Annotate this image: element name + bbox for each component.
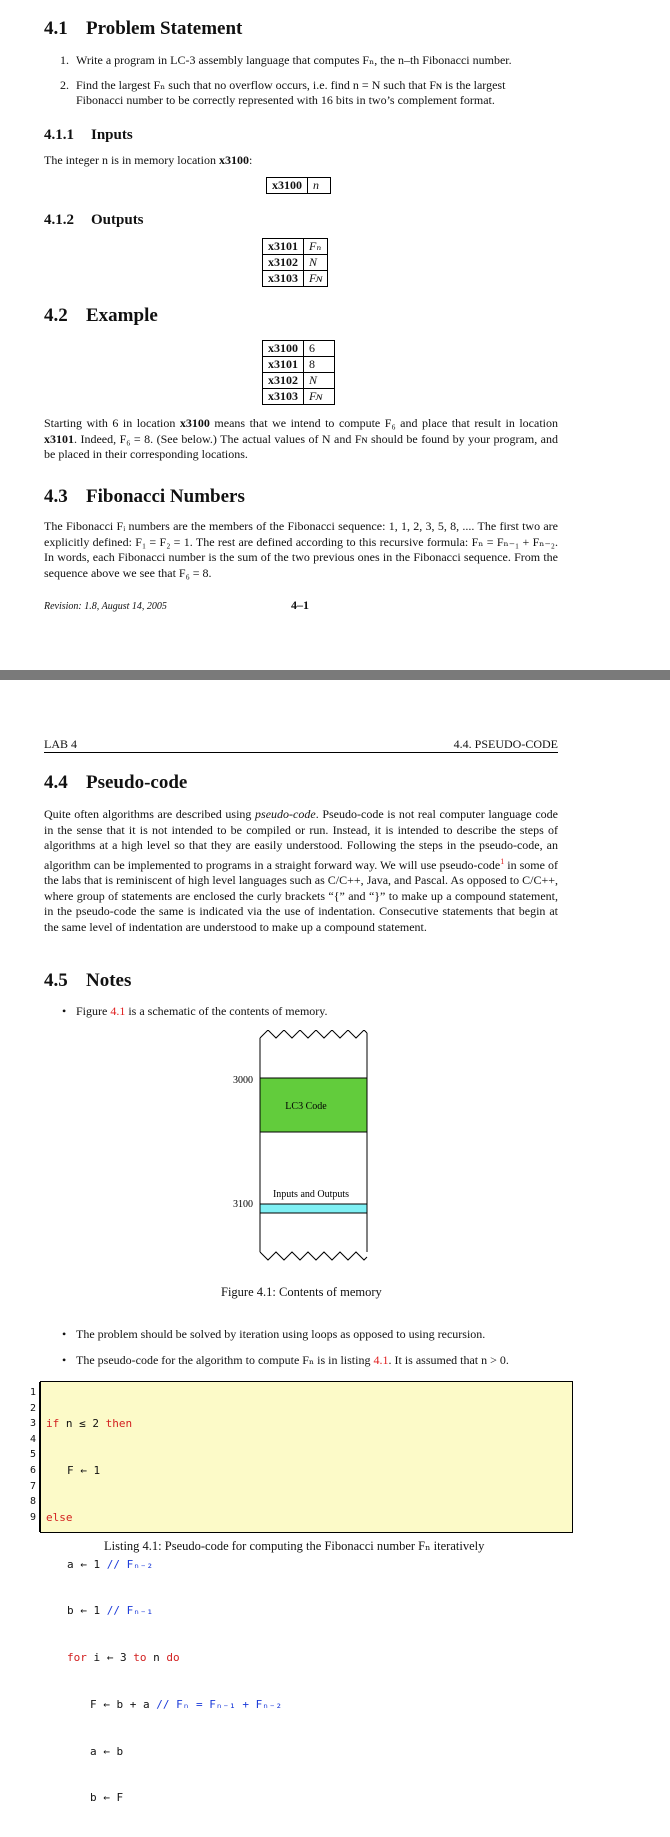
code-line: b ← 1 // Fₙ₋₁: [67, 1604, 154, 1618]
address-cell: x3101: [263, 357, 304, 373]
line-number: 7: [29, 1480, 36, 1492]
address-cell: x3103: [263, 271, 304, 287]
code-line: a ← 1 // Fₙ₋₂: [67, 1557, 154, 1571]
section-4-5-heading: 4.5 Notes: [44, 970, 132, 991]
memory-column: [260, 1030, 367, 1260]
table-row: [263, 373, 335, 389]
outputs-table: [262, 238, 328, 287]
inputs-text: The integer n is in memory location x3100:: [44, 153, 253, 167]
table-row: [267, 178, 331, 194]
address-label-3100: 3100: [233, 1199, 253, 1210]
address-cell: x3103: [263, 389, 304, 405]
revision-footer: Revision: 1.8, August 14, 2005: [44, 601, 167, 612]
line-numbers: [28, 1385, 36, 1525]
address-cell: x3102: [263, 255, 304, 271]
section-4-3-heading: 4.3 Fibonacci Numbers: [44, 486, 245, 507]
list-item: • The problem should be solved by iteration using loops as opposed to using recursion.: [62, 1327, 486, 1341]
value-cell: N: [304, 255, 328, 271]
list-item: 1. Write a program in LC-3 assembly language that computes Fₙ, the n–th Fibonacci number.: [60, 53, 512, 67]
code-line: F ← 1: [67, 1463, 101, 1477]
header-rule: [44, 752, 558, 753]
inputs-outputs-label: Inputs and Outputs: [272, 1189, 350, 1200]
inputs-table: [266, 177, 331, 194]
section-4-4-heading: 4.4 Pseudo-code: [44, 772, 188, 793]
listing-reference-link[interactable]: 4.1: [373, 1353, 389, 1367]
address-cell: x3101: [263, 239, 304, 255]
table-row: [263, 357, 335, 373]
line-number: 6: [29, 1464, 36, 1476]
value-cell: Fₙ: [304, 239, 328, 255]
value-cell: n: [308, 178, 331, 194]
table-row: [263, 271, 328, 287]
section-4-1-1-heading: 4.1.1 Inputs: [44, 127, 133, 143]
line-number: 2: [29, 1402, 36, 1414]
table-row: [263, 239, 328, 255]
footnote-marker[interactable]: 1: [500, 856, 505, 866]
address-cell: x3102: [263, 373, 304, 389]
list-item: • Figure 4.1 is a schematic of the contents of memory.: [62, 1004, 328, 1018]
code-line: b ← F: [90, 1791, 124, 1805]
code-line: a ← b: [90, 1744, 124, 1758]
inputs-outputs-block: [260, 1204, 367, 1213]
line-number: 3: [29, 1418, 36, 1430]
figure-reference-link[interactable]: 4.1: [110, 1004, 126, 1018]
code-line: if n ≤ 2 then: [46, 1417, 133, 1431]
example-table: [262, 340, 335, 405]
code-line: for i ← 3 to n do: [67, 1651, 180, 1665]
value-cell: 8: [304, 357, 335, 373]
pseudo-code-paragraph: Quite often algorithms are described using pseudo-code. Pseudo-code is not real computer language code in the sense that it is not intended to be compiled or run. Instead, it is intended to describe the steps of algorithms at a high level so that they are easily understood. Following the steps in the pseudo-code, an algorithm can be implemented to programs in a straight forward way. We will use pseudo-code$^1$ in some of the labs that is reminiscent of high level languages such as C/C++, Java, and Pascal. As opposed to C/C++, where group of statements are enclosed the curly brackets “{” and “}” to make up a compound statement, in the pseudo-code the same is indicated via the use of indentation. Consecutive statements that begin at the same level of indentation are understood to make up a compound statement.: [44, 807, 559, 934]
lc3-code-label: LC3 Code: [285, 1101, 327, 1112]
table-row: [263, 389, 335, 405]
page-number: 4–1: [291, 598, 309, 612]
address-cell: x3100: [267, 178, 308, 194]
address-label-3000: 3000: [233, 1075, 253, 1086]
value-cell: Fɴ: [304, 271, 328, 287]
line-number: 5: [29, 1449, 36, 1461]
value-cell: N: [304, 373, 335, 389]
table-row: [263, 255, 328, 271]
value-cell: Fɴ: [304, 389, 335, 405]
memory-diagram: [220, 1030, 380, 1270]
line-number: 8: [29, 1496, 36, 1508]
example-paragraph: Starting with 6 in location x3100 means that we intend to compute F₆ and place that result in location x3101. Indeed, F₆ = 8. (See below.) The actual values of N and Fɴ should be found by your program, and be placed in their corresponding locations.: [44, 416, 558, 461]
section-4-2-heading: 4.2 Example: [44, 305, 158, 326]
code-line: F ← b + a // Fₙ = Fₙ₋₁ + Fₙ₋₂: [90, 1697, 283, 1711]
listing-caption: Listing 4.1: Pseudo-code for computing the Fibonacci number Fₙ iteratively: [104, 1539, 485, 1553]
page-separator: [0, 670, 670, 680]
table-row: [263, 341, 335, 357]
running-header-right: 4.4. PSEUDO-CODE: [453, 737, 558, 751]
value-cell: 6: [304, 341, 335, 357]
listing-code: [46, 1385, 282, 1837]
listing-gutter-rule: [39, 1382, 40, 1532]
section-4-1-2-heading: 4.1.2 Outputs: [44, 212, 144, 228]
code-line: else: [46, 1510, 73, 1524]
address-cell: x3100: [263, 341, 304, 357]
fibonacci-paragraph: The Fibonacci Fᵢ numbers are the members of the Fibonacci sequence: 1, 1, 2, 3, 5, 8, .... The first two are explicitly defined: F₁ = F₂ = 1. The rest are defined according to this recursive formula: Fₙ = Fₙ₋₁ + Fₙ₋₂. In words, each Fibonacci number is the sum of the two previous ones in the Fibonacci sequence. From the sequence above we see that F₆ = 8.: [44, 519, 558, 580]
line-number: 4: [29, 1433, 36, 1445]
line-number: 9: [29, 1511, 36, 1523]
list-item: • The pseudo-code for the algorithm to compute Fₙ is in listing 4.1. It is assumed that n > 0.: [62, 1353, 509, 1367]
running-header-left: LAB 4: [44, 737, 77, 751]
figure-caption: Figure 4.1: Contents of memory: [221, 1285, 382, 1299]
section-4-1-heading: 4.1 Problem Statement: [44, 18, 243, 39]
line-number: 1: [29, 1387, 36, 1398]
list-item: 2. Find the largest Fₙ such that no overflow occurs, i.e. find n = N such that Fɴ is the largest Fibonacci number to be correctly represented with 16 bits in two’s complement format.: [60, 78, 506, 107]
